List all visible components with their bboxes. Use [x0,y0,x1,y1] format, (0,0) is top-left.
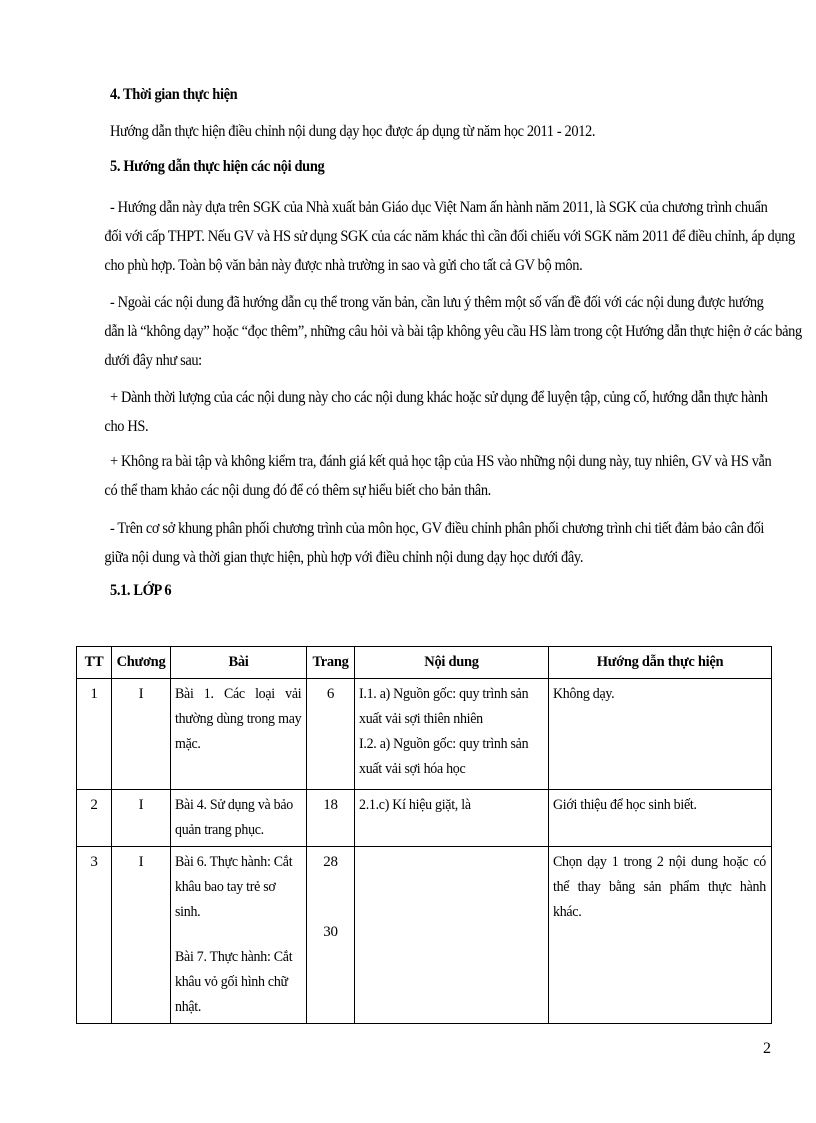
cell-text: 2.1.c) Kí hiệu giặt, là [359,797,471,813]
paragraph-line: dưới đây như sau: [104,352,202,369]
paragraph-2 [104,288,802,375]
header-huong-dan: Hướng dẫn thực hiện [549,647,772,679]
adjustment-table [76,646,772,1024]
section-4-text [110,117,761,146]
cell-text: 28 [323,854,338,870]
header-bai: Bài [171,647,307,679]
cell-trang [307,679,355,790]
cell-bai [171,679,307,790]
table-row [77,679,772,790]
paragraph-3 [104,383,768,441]
paragraph-line: + Không ra bài tập và không kiểm tra, đánh giá kết quả học tập của HS vào những nội dung này, tuy nhiên, GV và HS vẫn [110,453,772,470]
paragraph-line: giữa nội dung và thời gian thực hiện, phù hợp với điều chỉnh nội dung dạy học dưới đây. [104,549,584,566]
paragraph-1 [104,193,795,280]
paragraph-line: đối với cấp THPT. Nếu GV và HS sử dụng SGK của các năm khác thì cần đối chiếu với SGK năm 2011 để điều chỉnh, áp dụng [104,228,795,245]
cell-huong-dan [549,847,772,1024]
cell-huong-dan [549,679,772,790]
cell-text: 30 [323,924,338,940]
page-number: 2 [763,1040,771,1057]
paragraph-line: có thể tham khảo các nội dung đó để có thêm sự hiểu biết cho bản thân. [104,482,491,499]
table-row [77,790,772,847]
cell-noi-dung [355,679,549,790]
cell-bai [171,847,307,1024]
section-4-heading: 4. Thời gian thực hiện [110,86,238,103]
cell-text: I.2. a) Nguồn gốc: quy trình sản xuất vải sợi hóa học [359,736,529,777]
cell-noi-dung [355,847,549,1024]
paragraph-line: - Hướng dẫn này dựa trên SGK của Nhà xuất bản Giáo dục Việt Nam ấn hành năm 2011, là SGK của chương trình chuẩn [110,199,768,216]
cell-huong-dan [549,790,772,847]
table-row [77,847,772,1024]
cell-chuong: I [112,790,171,847]
cell-trang [307,790,355,847]
cell-text: 6 [326,686,335,702]
paragraph-line: - Trên cơ sở khung phân phối chương trình của môn học, GV điều chỉnh phân phối chương trình chi tiết đảm bảo cân đối [110,520,765,537]
cell-tt: 1 [77,679,112,790]
cell-chuong: I [112,847,171,1024]
cell-text: Giới thiệu để học sinh biết. [553,797,697,813]
header-chuong: Chương [112,647,171,679]
paragraph-line: + Dành thời lượng của các nội dung này cho các nội dung khác hoặc sử dụng để luyện tập, củng cố, hướng dẫn thực hành [110,389,768,406]
cell-text: Chọn dạy 1 trong 2 nội dung hoặc có thể thay bằng sản phẩm thực hành khác. [553,854,766,920]
paragraph-line: cho phù hợp. Toàn bộ văn bản này được nhà trường in sao và gửi cho tất cả GV bộ môn. [104,257,583,274]
section-5-1-heading: 5.1. LỚP 6 [110,582,172,599]
table-header-row [77,647,772,679]
cell-tt: 3 [77,847,112,1024]
header-tt: TT [77,647,112,679]
section-4-line: Hướng dẫn thực hiện điều chỉnh nội dung dạy học được áp dụng từ năm học 2011 - 2012. [110,123,596,140]
cell-text: I.1. a) Nguồn gốc: quy trình sản xuất vải sợi thiên nhiên [359,686,529,727]
paragraph-5 [104,514,765,572]
cell-text: Bài 4. Sử dụng và bảo quản trang phục. [175,797,293,838]
section-5-heading: 5. Hướng dẫn thực hiện các nội dung [110,158,325,175]
cell-trang [307,847,355,1024]
cell-text: 18 [323,797,338,813]
cell-chuong: I [112,679,171,790]
cell-text: Bài 1. Các loại vải thường dùng trong may mặc. [175,686,302,752]
paragraph-line: dẫn là “không dạy” hoặc “đọc thêm”, những câu hỏi và bài tập không yêu cầu HS làm trong cột Hướng dẫn thực hiện ở các bảng [104,323,802,340]
cell-bai [171,790,307,847]
cell-text: Không dạy. [553,686,615,702]
header-trang: Trang [307,647,355,679]
cell-noi-dung [355,790,549,847]
cell-text: Bài 6. Thực hành: Cắt khâu bao tay trẻ sơ sinh. [175,854,293,920]
paragraph-line: cho HS. [104,418,149,435]
cell-tt: 2 [77,790,112,847]
paragraph-line: - Ngoài các nội dung đã hướng dẫn cụ thể trong văn bản, cần lưu ý thêm một số vấn đề đối với các nội dung được hướng [110,294,764,311]
header-noi-dung: Nội dung [355,647,549,679]
paragraph-4 [104,447,772,505]
cell-text: Bài 7. Thực hành: Cắt khâu vỏ gối hình chữ nhật. [175,949,293,1015]
